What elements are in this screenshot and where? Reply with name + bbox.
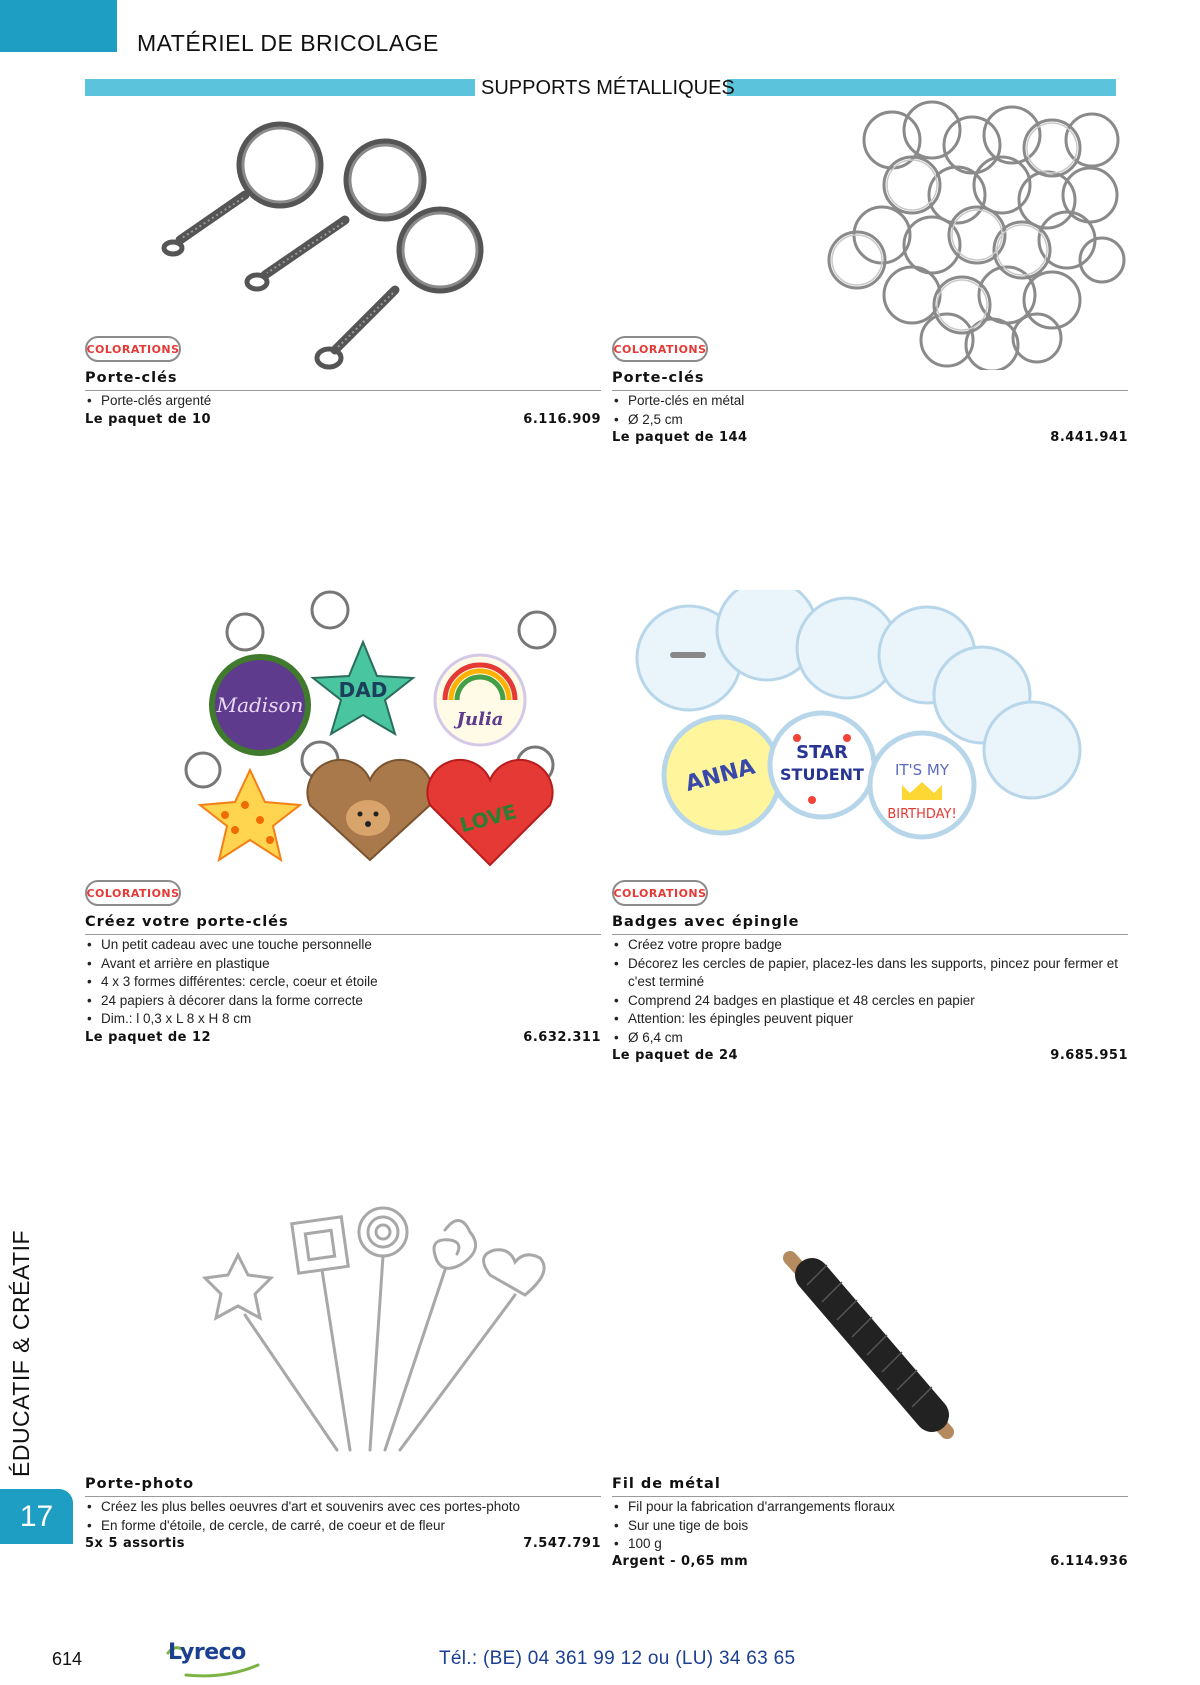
brand-logo: COLORATIONS	[612, 880, 708, 906]
wire-spool-image	[612, 1200, 1128, 1460]
badge-text: IT'S MY	[894, 761, 950, 779]
product-title: Créez votre porte-clés	[85, 914, 289, 930]
product-pack: 5x 5 assortis	[85, 1536, 186, 1551]
section-bar-left	[85, 79, 475, 96]
product-divider	[85, 1496, 601, 1497]
bullet-item: • Créez votre propre badge	[612, 936, 1128, 955]
bullet-item: • Comprend 24 badges en plastique et 48 cercles en papier	[612, 992, 1128, 1011]
bullet-item: • Avant et arrière en plastique	[85, 955, 601, 974]
badge-text: ANNA	[682, 754, 758, 797]
bullet-item: • Attention: les épingles peuvent piquer	[612, 1010, 1128, 1029]
product-ref: 7.547.791	[523, 1536, 601, 1551]
bullet-item: • Un petit cadeau avec une touche personnelle	[85, 936, 601, 955]
bullet-item: • Sur une tige de bois	[612, 1517, 1128, 1536]
product-bullets	[85, 1498, 601, 1535]
wire-photo-holders-image	[85, 1200, 601, 1460]
bullet-item: • En forme d'étoile, de cercle, de carré, de coeur et de fleur	[85, 1517, 601, 1536]
product-ref: 6.114.936	[1050, 1554, 1128, 1569]
product-divider	[612, 934, 1128, 935]
split-rings-pile-image	[612, 100, 1128, 370]
badge-text: STAR	[796, 742, 848, 763]
product-bullets	[612, 1498, 1128, 1554]
bullet-item: • Fil pour la fabrication d'arrangements floraux	[612, 1498, 1128, 1517]
pin-badges-image	[612, 590, 1128, 870]
product-pack: Argent - 0,65 mm	[612, 1554, 749, 1569]
bullet-item: • Décorez les cercles de papier, placez-les dans les supports, pincez pour fermer et c'est terminé	[612, 955, 1128, 992]
page-number: 614	[52, 1649, 83, 1669]
product-title: Fil de métal	[612, 1476, 721, 1492]
chapter-tab: 17	[0, 1489, 73, 1544]
bullet-item: • Dim.: l 0,3 x L 8 x H 8 cm	[85, 1010, 601, 1029]
brand-logo: COLORATIONS	[85, 880, 181, 906]
bullet-item: • 4 x 3 formes différentes: cercle, coeur et étoile	[85, 973, 601, 992]
product-ref: 6.116.909	[523, 412, 601, 427]
bullet-item: • 24 papiers à décorer dans la forme correcte	[85, 992, 601, 1011]
brand-logo: COLORATIONS	[612, 336, 708, 362]
badge-text: BIRTHDAY!	[887, 807, 957, 822]
product-title: Porte-clés	[612, 370, 705, 386]
product-card	[612, 590, 1128, 1090]
product-bullets	[612, 936, 1128, 1047]
bullet-item: • 100 g	[612, 1535, 1128, 1554]
product-ref: 6.632.311	[523, 1030, 601, 1045]
keychain-text: Julia	[456, 709, 504, 730]
keychain-text: Madison	[216, 693, 304, 717]
product-card	[612, 100, 1128, 450]
product-title: Badges avec épingle	[612, 914, 800, 930]
side-category-label: ÉDUCATIF & CRÉATIF	[8, 1229, 34, 1477]
product-title: Porte-photo	[85, 1476, 195, 1492]
product-bullets	[85, 392, 601, 411]
decorated-keychains-image	[85, 590, 601, 870]
bullet-item: • Porte-clés en métal	[612, 392, 1128, 411]
product-ref: 8.441.941	[1050, 430, 1128, 445]
product-pack: Le paquet de 144	[612, 430, 748, 445]
product-card	[85, 100, 601, 430]
section-bar-right	[727, 79, 1116, 96]
contact-phone: Tél.: (BE) 04 361 99 12 ou (LU) 34 63 65	[439, 1648, 796, 1669]
product-divider	[612, 1496, 1128, 1497]
product-pack: Le paquet de 12	[85, 1030, 212, 1045]
product-pack: Le paquet de 10	[85, 412, 212, 427]
lyreco-logo: Lyreco	[168, 1640, 246, 1665]
badge-text: STUDENT	[780, 765, 864, 784]
product-ref: 9.685.951	[1050, 1048, 1128, 1063]
section-title: SUPPORTS MÉTALLIQUES	[481, 77, 735, 99]
product-bullets	[85, 936, 601, 1029]
product-divider	[85, 390, 601, 391]
keychain-text: LOVE	[457, 799, 520, 838]
product-divider	[85, 934, 601, 935]
product-card	[612, 1200, 1128, 1620]
product-card	[85, 590, 601, 1080]
brand-logo: COLORATIONS	[85, 336, 181, 362]
product-pack: Le paquet de 24	[612, 1048, 739, 1063]
bullet-item: • Porte-clés argenté	[85, 392, 601, 411]
bullet-item: • Ø 6,4 cm	[612, 1029, 1128, 1048]
keychain-text: DAD	[338, 678, 388, 702]
bullet-item: • Créez les plus belles oeuvres d'art et souvenirs avec ces portes-photo	[85, 1498, 601, 1517]
product-title: Porte-clés	[85, 370, 178, 386]
bullet-item: • Ø 2,5 cm	[612, 411, 1128, 430]
page-title: MATÉRIEL DE BRICOLAGE	[137, 30, 439, 56]
product-divider	[612, 390, 1128, 391]
product-card	[85, 1200, 601, 1600]
header-corner-block	[0, 0, 117, 52]
product-bullets	[612, 392, 1128, 429]
